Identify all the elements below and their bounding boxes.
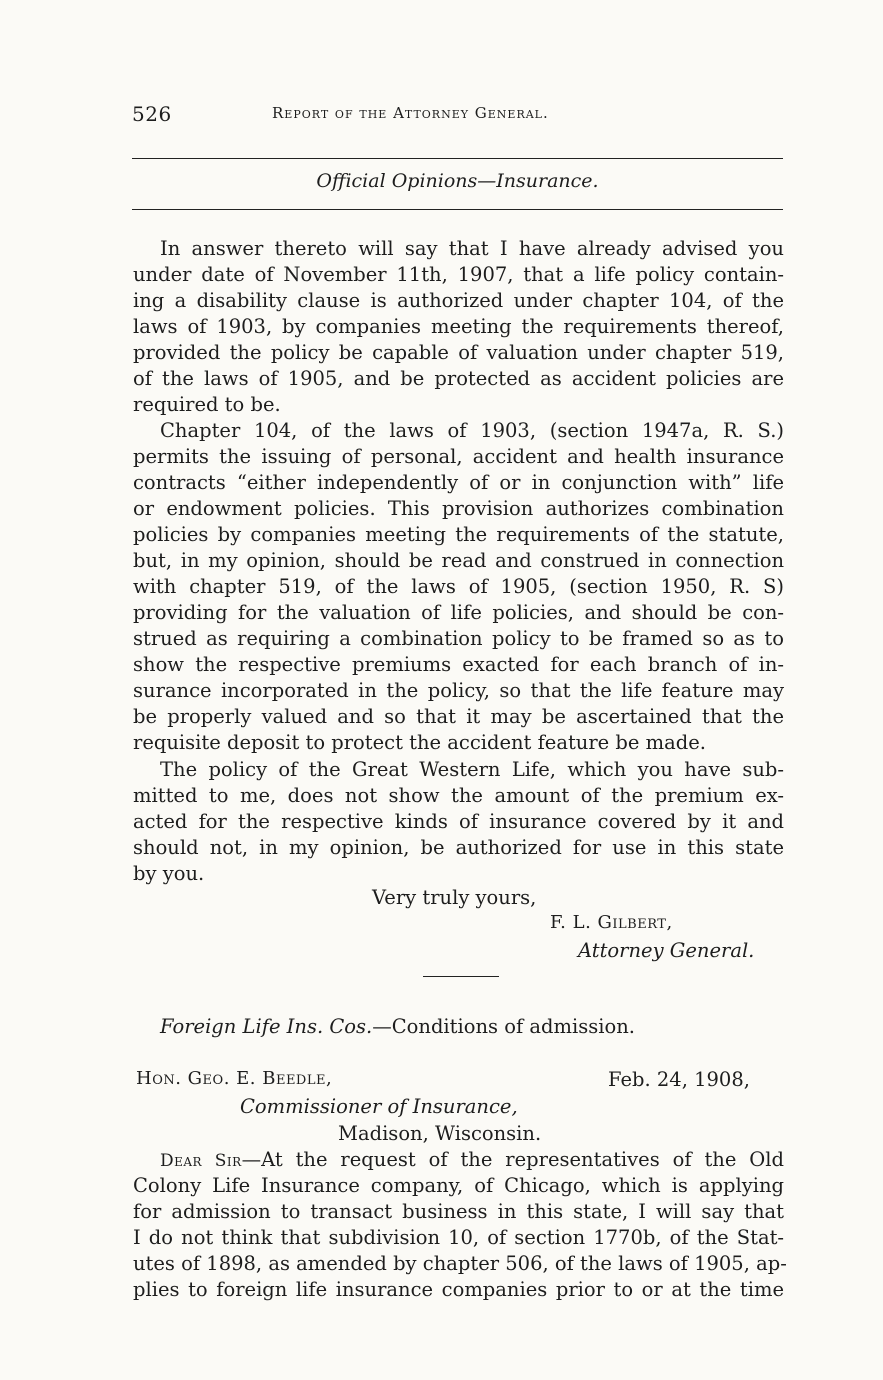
body-line: mitted to me, does not show the amount of the premium ex- [133,784,784,807]
letter-line: I do not think that subdivision 10, of section 1770b, of the Stat- [133,1226,784,1249]
opinion-topic [160,1015,635,1038]
body-line: should not, in my opinion, be authorized for use in this state [133,836,784,859]
body-line: surance incorporated in the policy, so that the life feature may [133,679,784,702]
letter-line: for admission to transact business in this state, I will say that [133,1200,784,1223]
body-line: required to be. [133,393,281,416]
body-line: ing a disability clause is authorized under chapter 104, of the [133,289,784,312]
addressee-name: Hon. Geo. E. Beedle, [136,1068,333,1089]
body-line: of the laws of 1905, and be protected as accident policies are [133,367,784,390]
body-line: permits the issuing of personal, accident and health insurance [133,445,784,468]
body-line: with chapter 519, of the laws of 1905, (section 1950, R. S) [133,575,784,598]
body-line: show the respective premiums exacted for each branch of in- [133,653,784,676]
body-line: or endowment policies. This provision authorizes combination [133,497,784,520]
section-title: Official Opinions—Insurance. [316,170,599,192]
closing: Very truly yours, [372,886,537,909]
section-divider [423,976,499,977]
body-line: laws of 1903, by companies meeting the requirements thereof, [133,315,784,338]
body-line: requisite deposit to protect the accident feature be made. [133,731,706,754]
signer-title: Attorney General. [578,939,755,962]
body-line: strued as requiring a combination policy to be framed so as to [133,627,784,650]
salutation: Dear Sir [160,1151,242,1171]
body-line: provided the policy be capable of valuation under chapter 519, [133,341,784,364]
body-line: The policy of the Great Western Life, which you have sub- [160,758,784,781]
addressee-title: Commissioner of Insurance, [240,1095,518,1118]
signer-name: F. L. Gilbert, [550,912,673,933]
body-line: under date of November 11th, 1907, that a life policy contain- [133,263,784,286]
letter-line: Colony Life Insurance company, of Chicago, which is applying [133,1174,784,1197]
topic-rest: —Conditions of admission. [372,1015,635,1038]
body-line: by you. [133,862,205,885]
body-line: In answer thereto will say that I have already advised you [160,237,784,260]
page-number: 526 [132,102,172,126]
body-line: but, in my opinion, should be read and construed in connection [133,549,784,572]
body-line: acted for the respective kinds of insurance covered by it and [133,810,784,833]
letter-line: plies to foreign life insurance companies prior to or at the time [133,1278,784,1301]
page-header [132,102,783,132]
body-line: policies by companies meeting the requirements of the statute, [133,523,784,546]
letter-line [160,1147,784,1174]
letter-line-text: —At the request of the representatives of the Old [241,1148,784,1171]
body-line: providing for the valuation of life policies, and should be con- [133,601,784,624]
header-rule-bottom [132,209,783,210]
addressee-place: Madison, Wisconsin. [338,1122,542,1145]
body-line: be properly valued and so that it may be ascertained that the [133,705,784,728]
topic-italic: Foreign Life Ins. Cos. [160,1015,373,1038]
body-line: contracts “either independently of or in conjunction with” life [133,471,784,494]
running-title: Report of the Attorney General. [272,104,549,122]
letter-date: Feb. 24, 1908, [608,1068,750,1091]
body-line: Chapter 104, of the laws of 1903, (section 1947a, R. S.) [160,419,784,442]
letter-line: utes of 1898, as amended by chapter 506, of the laws of 1905, ap- [133,1252,787,1275]
header-rule-top [132,158,783,159]
